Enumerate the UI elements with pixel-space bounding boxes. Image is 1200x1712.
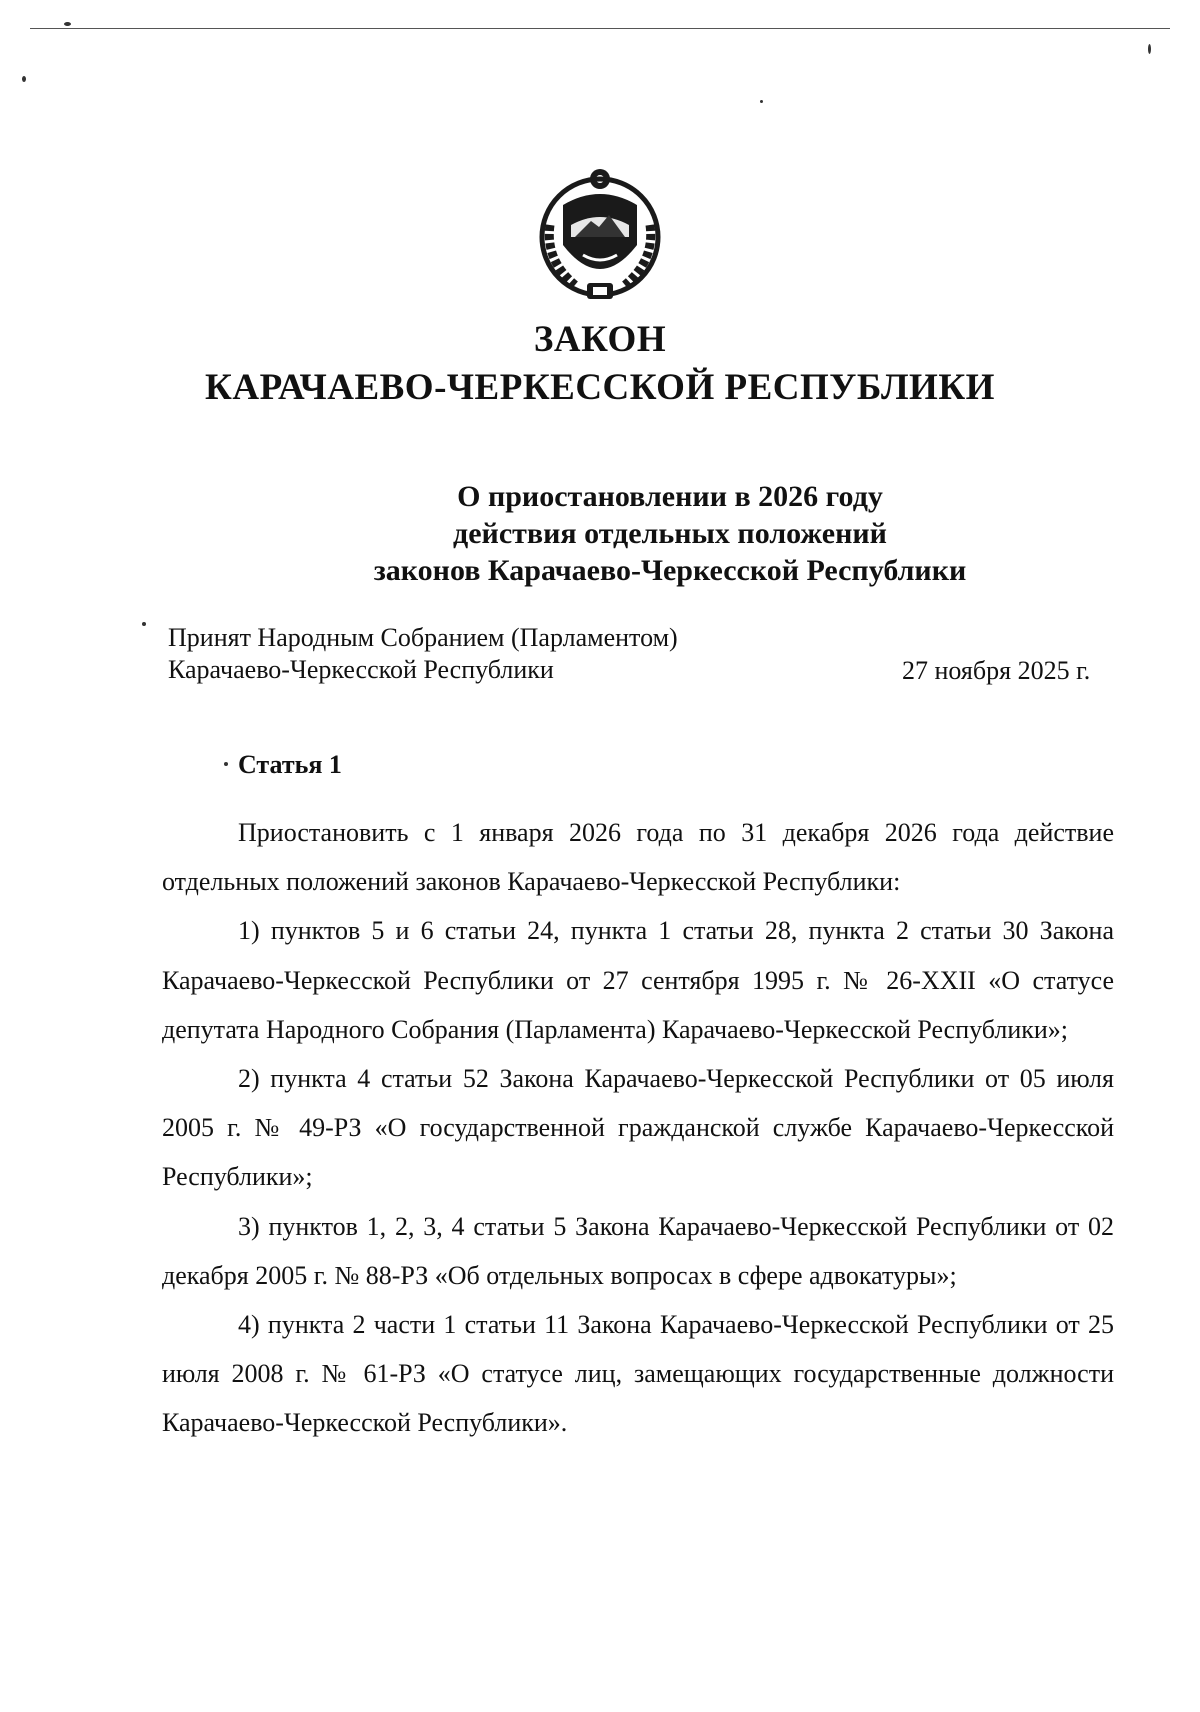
article-body bbox=[162, 808, 1114, 1448]
adoption-line: Карачаево-Черкесской Республики bbox=[168, 655, 554, 684]
subtitle-line: действия отдельных положений bbox=[453, 517, 887, 550]
subtitle-line: О приостановлении в 2026 году bbox=[457, 480, 883, 513]
scan-speck bbox=[1148, 44, 1151, 54]
article-item: 4) пункта 2 части 1 статьи 11 Закона Карачаево-Черкесской Республики от 25 июля 2008 г. № 61-РЗ «О статусе лиц, замещающих государственные должности Карачаево-Черкесской Республики». bbox=[162, 1310, 1114, 1438]
scan-speck bbox=[760, 100, 763, 103]
law-republic-title: КАРАЧАЕВО-ЧЕРКЕССКОЙ РЕСПУБЛИКИ bbox=[205, 367, 995, 408]
article-item: 2) пункта 4 статьи 52 Закона Карачаево-Черкесской Республики от 05 июля 2005 г. № 49-РЗ «О государственной гражданской службе Карачаево-Черкесской Республики»; bbox=[162, 1064, 1114, 1192]
adoption-line: Принят Народным Собранием (Парламентом) bbox=[168, 623, 678, 652]
law-subtitle bbox=[330, 478, 1010, 589]
coat-of-arms-emblem bbox=[535, 165, 665, 305]
article-heading: Статья 1 bbox=[238, 750, 342, 779]
law-title: ЗАКОН bbox=[533, 319, 667, 360]
scan-speck bbox=[224, 762, 228, 766]
scan-speck bbox=[22, 76, 26, 82]
article-item: 3) пунктов 1, 2, 3, 4 статьи 5 Закона Карачаево-Черкесской Республики от 02 декабря 2005 г. № 88-РЗ «Об отдельных вопросах в сфере адвокатуры»; bbox=[162, 1211, 1114, 1290]
article-item: 1) пунктов 5 и 6 статьи 24, пункта 1 статьи 28, пункта 2 статьи 30 Закона Карачаево-Черкесской Республики от 27 сентября 1995 г. № 26-XXII «О статусе депутата Народного Собрания (Парламента) Карачаево-Черкесской Республики»; bbox=[162, 916, 1114, 1044]
scan-edge-line bbox=[30, 28, 1170, 29]
adoption-date: 27 ноября 2025 г. bbox=[902, 656, 1091, 685]
article-intro: Приостановить с 1 января 2026 года по 31 декабря 2026 года действие отдельных положений законов Карачаево-Черкесской Республики: bbox=[162, 818, 1114, 897]
scan-speck bbox=[64, 22, 71, 26]
scan-speck bbox=[142, 622, 146, 626]
adoption-note bbox=[168, 622, 678, 686]
subtitle-line: законов Карачаево-Черкесской Республики bbox=[373, 554, 967, 587]
